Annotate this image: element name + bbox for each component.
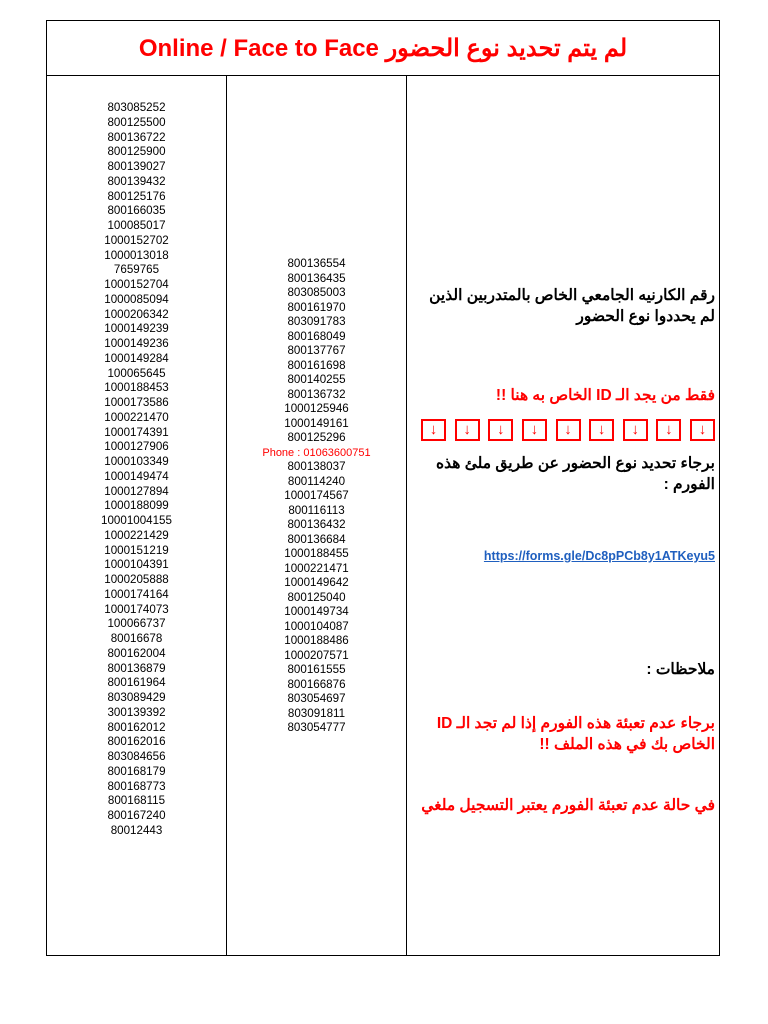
id-item: 800139432 bbox=[107, 174, 166, 188]
id-item: 800137767 bbox=[287, 344, 346, 357]
id-list-2 bbox=[227, 257, 406, 736]
id-item: 800139027 bbox=[107, 160, 166, 173]
id-item: 1000013018 bbox=[104, 248, 169, 262]
id-item: 800140255 bbox=[287, 373, 346, 386]
id-item: 1000174567 bbox=[284, 489, 349, 502]
fill-form-text: برجاء تحديد نوع الحضور عن طريق ملئ هذه الفورم : bbox=[435, 455, 715, 493]
id-item: 803085003 bbox=[287, 286, 346, 299]
form-link[interactable]: https://forms.gle/Dc8pPCb8y1ATKeyu5 bbox=[483, 549, 715, 563]
id-item: 1000149239 bbox=[104, 322, 169, 336]
down-arrow-icon: ↓ bbox=[556, 419, 581, 441]
id-item: 100085017 bbox=[107, 219, 166, 232]
id-item: 800125040 bbox=[287, 590, 346, 604]
id-item: 800162012 bbox=[107, 720, 166, 734]
id-item: 803089429 bbox=[107, 691, 166, 704]
id-item: 800114240 bbox=[287, 474, 346, 488]
id-item: 1000152702 bbox=[104, 233, 169, 247]
id-item: 800168773 bbox=[107, 779, 166, 793]
id-item: 803085252 bbox=[107, 101, 166, 114]
id-item: 800167240 bbox=[107, 809, 166, 822]
id-item: 803054697 bbox=[287, 692, 346, 705]
id-item: 800125296 bbox=[287, 431, 346, 444]
id-item: 1000221429 bbox=[104, 528, 169, 542]
id-item: 800136722 bbox=[107, 130, 166, 144]
id-item: 1000149236 bbox=[104, 337, 169, 350]
ids-column-2 bbox=[227, 75, 407, 955]
id-item: 1000103349 bbox=[104, 455, 169, 468]
id-item: 800161555 bbox=[287, 663, 346, 676]
id-item: 1000149161 bbox=[284, 416, 349, 430]
down-arrow-icon: ↓ bbox=[589, 419, 614, 441]
id-item: 1000149734 bbox=[284, 605, 349, 618]
down-arrow-icon: ↓ bbox=[522, 419, 547, 441]
only-if-found-text: فقط من يجد الـ ID الخاص به هنا !! bbox=[495, 387, 715, 404]
id-item: 800125176 bbox=[107, 189, 166, 203]
id-item: 1000188099 bbox=[104, 499, 169, 513]
id-item: 1000174164 bbox=[104, 587, 169, 601]
id-item: 800168115 bbox=[107, 794, 166, 808]
id-item: 800125900 bbox=[107, 145, 166, 159]
id-item: 80012443 bbox=[110, 823, 163, 837]
id-item: 7659765 bbox=[113, 263, 160, 277]
id-item: 800166035 bbox=[107, 204, 166, 218]
id-item: 1000127894 bbox=[104, 484, 169, 498]
ids-column-1 bbox=[47, 75, 227, 955]
id-item: 1000104087 bbox=[284, 619, 349, 633]
id-item: 800138037 bbox=[287, 460, 346, 473]
id-item: 1000149642 bbox=[284, 576, 349, 589]
id-item: 803054777 bbox=[287, 721, 346, 734]
id-item: 1000149474 bbox=[104, 469, 169, 483]
id-item: 1000127906 bbox=[104, 440, 169, 454]
intro-text: رقم الكارنيه الجامعي الخاص بالمتدربين الذين لم يحددوا نوع الحضور bbox=[429, 287, 715, 325]
id-item: 1000125946 bbox=[284, 402, 349, 415]
id-item: 800136554 bbox=[287, 257, 346, 270]
id-item: 1000085094 bbox=[104, 292, 169, 306]
id-item: 803091783 bbox=[287, 315, 346, 328]
id-item: 1000188486 bbox=[284, 634, 349, 647]
id-list-1 bbox=[47, 101, 226, 839]
id-item: 1000151219 bbox=[104, 543, 169, 557]
id-item: 1000174391 bbox=[104, 425, 169, 439]
id-item: 1000221470 bbox=[104, 410, 169, 424]
id-item: 1000206342 bbox=[104, 307, 169, 321]
id-item: 1000173586 bbox=[104, 396, 169, 409]
note-1: برجاء عدم تعبئة هذه الفورم إذا لم تجد الـ ID الخاص بك في هذه الملف !! bbox=[436, 715, 715, 753]
down-arrows-row bbox=[421, 419, 715, 441]
page-title: لم يتم تحديد نوع الحضور Online / Face to Face bbox=[138, 34, 628, 62]
instructions-column bbox=[407, 75, 719, 955]
id-item: 800161970 bbox=[287, 300, 346, 314]
id-item: 1000221471 bbox=[284, 561, 349, 575]
id-item: 80016678 bbox=[110, 632, 163, 645]
id-item: 800136732 bbox=[287, 387, 346, 401]
id-item: 1000188455 bbox=[284, 547, 349, 560]
phone-note: Phone : 01063600751 bbox=[262, 446, 371, 459]
id-item: 1000205888 bbox=[104, 573, 169, 586]
id-item: 100066737 bbox=[107, 617, 166, 631]
id-item: 100065645 bbox=[107, 366, 166, 380]
id-item: 1000152704 bbox=[104, 278, 169, 291]
note-2: في حالة عدم تعبئة الفورم يعتبر التسجيل ملغي bbox=[421, 797, 715, 814]
down-arrow-icon: ↓ bbox=[690, 419, 715, 441]
id-item: 1000174073 bbox=[104, 602, 169, 616]
down-arrow-icon: ↓ bbox=[656, 419, 681, 441]
id-item: 300139392 bbox=[107, 705, 166, 719]
title-row bbox=[47, 21, 719, 76]
id-item: 1000207571 bbox=[284, 648, 349, 662]
id-item: 1000104391 bbox=[104, 558, 169, 572]
id-item: 800116113 bbox=[288, 503, 345, 517]
down-arrow-icon: ↓ bbox=[455, 419, 480, 441]
id-item: 1000188453 bbox=[104, 381, 169, 395]
id-item: 803091811 bbox=[287, 706, 346, 720]
down-arrow-icon: ↓ bbox=[488, 419, 513, 441]
id-item: 800136432 bbox=[287, 518, 346, 531]
down-arrow-icon: ↓ bbox=[623, 419, 648, 441]
id-item: 800168179 bbox=[107, 764, 166, 778]
id-item: 800168049 bbox=[287, 329, 346, 343]
id-item: 800136684 bbox=[287, 532, 346, 546]
id-item: 800136879 bbox=[107, 661, 166, 675]
notes-heading: ملاحظات : bbox=[646, 661, 715, 678]
form-link-line bbox=[413, 547, 715, 565]
document-table bbox=[46, 20, 720, 956]
id-item: 1000149284 bbox=[104, 351, 169, 365]
id-item: 803084656 bbox=[107, 750, 166, 763]
id-item: 800162004 bbox=[107, 646, 166, 660]
id-item: 800162016 bbox=[107, 735, 166, 749]
id-item: 800161698 bbox=[287, 358, 346, 372]
down-arrow-icon: ↓ bbox=[421, 419, 446, 441]
id-item: 800166876 bbox=[287, 677, 346, 691]
id-item: 800161964 bbox=[107, 676, 166, 690]
id-item: 10001004155 bbox=[101, 514, 172, 527]
id-item: 800136435 bbox=[287, 271, 346, 285]
id-item: 800125500 bbox=[107, 115, 166, 129]
